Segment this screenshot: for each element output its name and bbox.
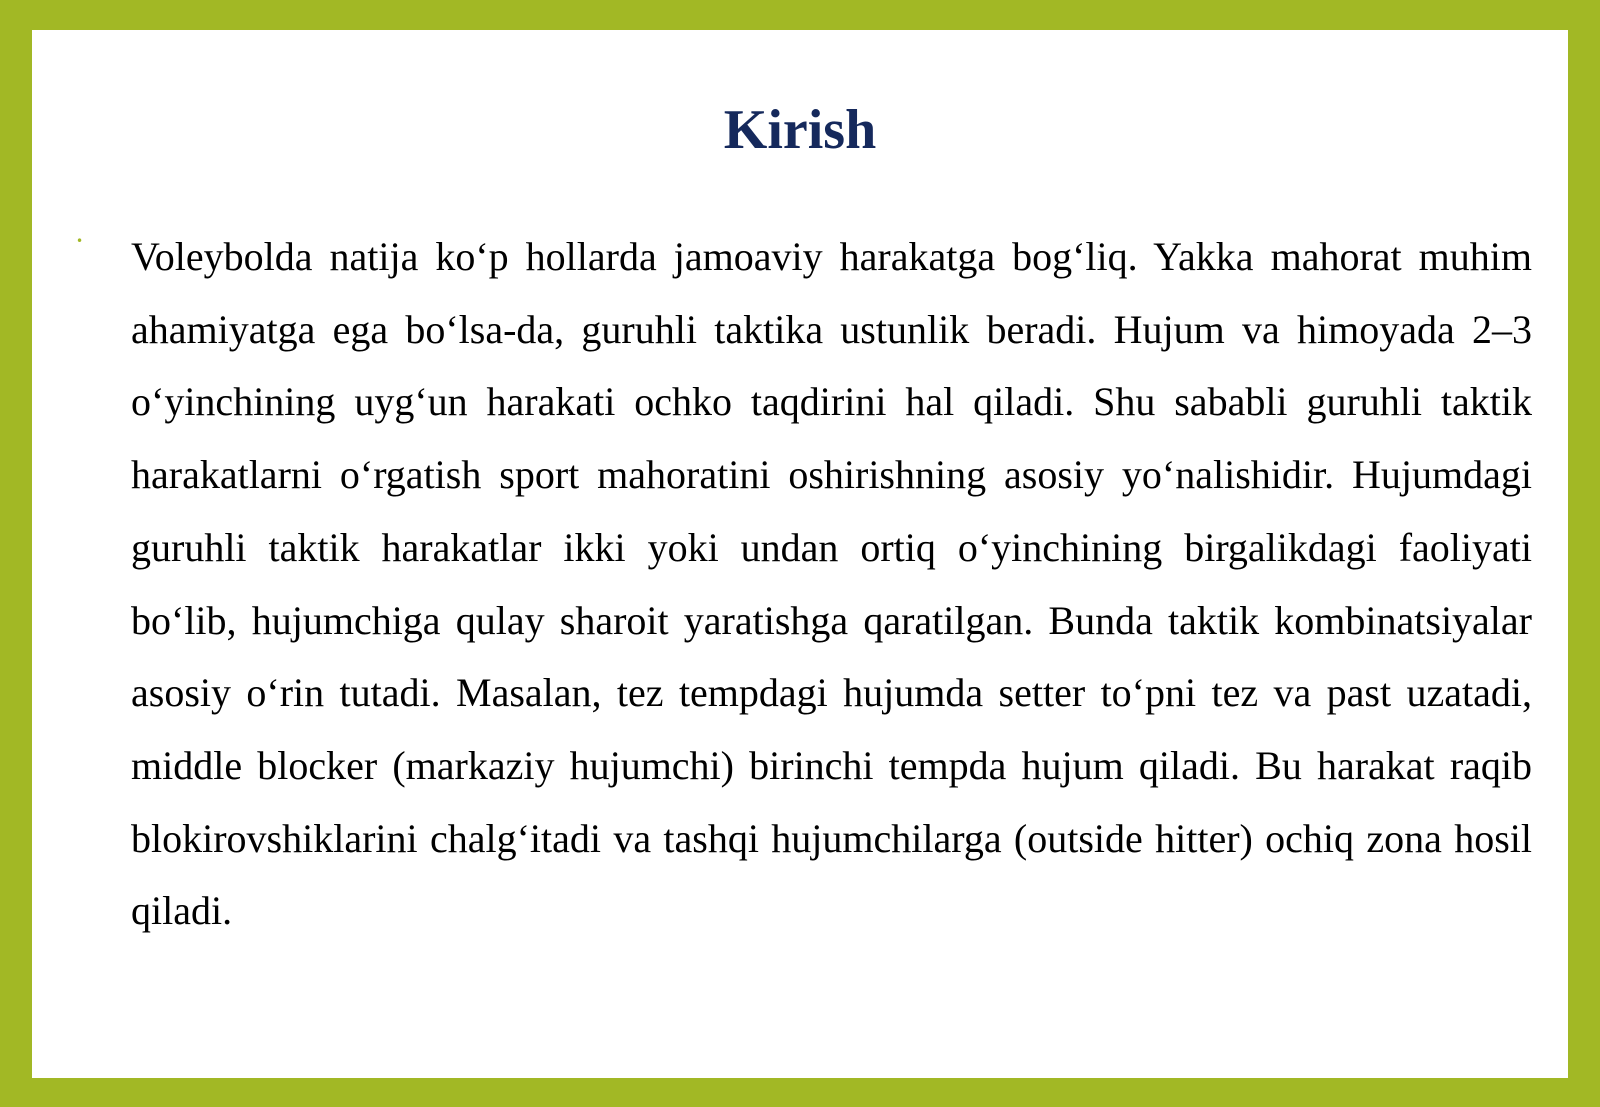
slide-canvas	[32, 30, 1568, 1078]
body-paragraph: Voleybolda natija ko‘p hollarda jamoaviy harakatga bog‘liq. Yakka mahorat muhim ahamiyatga ega bo‘lsa-da, guruhli taktika ustunlik beradi. Hujum va himoyada 2–3 o‘yinchining uyg‘un harakati ochko taqdirini hal qiladi. Shu sababli guruhli taktik harakatlarni o‘rgatish sport mahoratini oshirishning asosiy yo‘nalishidir. Hujumdagi guruhli taktik harakatlar ikki yoki undan ortiq o‘yinchining birgalikdagi faoliyati bo‘lib, hujumchiga qulay sharoit yaratishga qaratilgan. Bunda taktik kombinatsiyalar asosiy o‘rin tutadi. Masalan, tez tempdagi hujumda setter to‘pni tez va past uzatadi, middle blocker (markaziy hujumchi) birinchi tempda hujum qiladi. Bu harakat raqib blokirovshiklarini chalg‘itadi va tashqi hujumchilarga (outside hitter) ochiq zona hosil qiladi.	[131, 234, 1532, 934]
slide-title: Kirish	[723, 99, 877, 161]
bullet-list-item	[76, 221, 1530, 948]
bullet-marker: •	[76, 234, 84, 248]
